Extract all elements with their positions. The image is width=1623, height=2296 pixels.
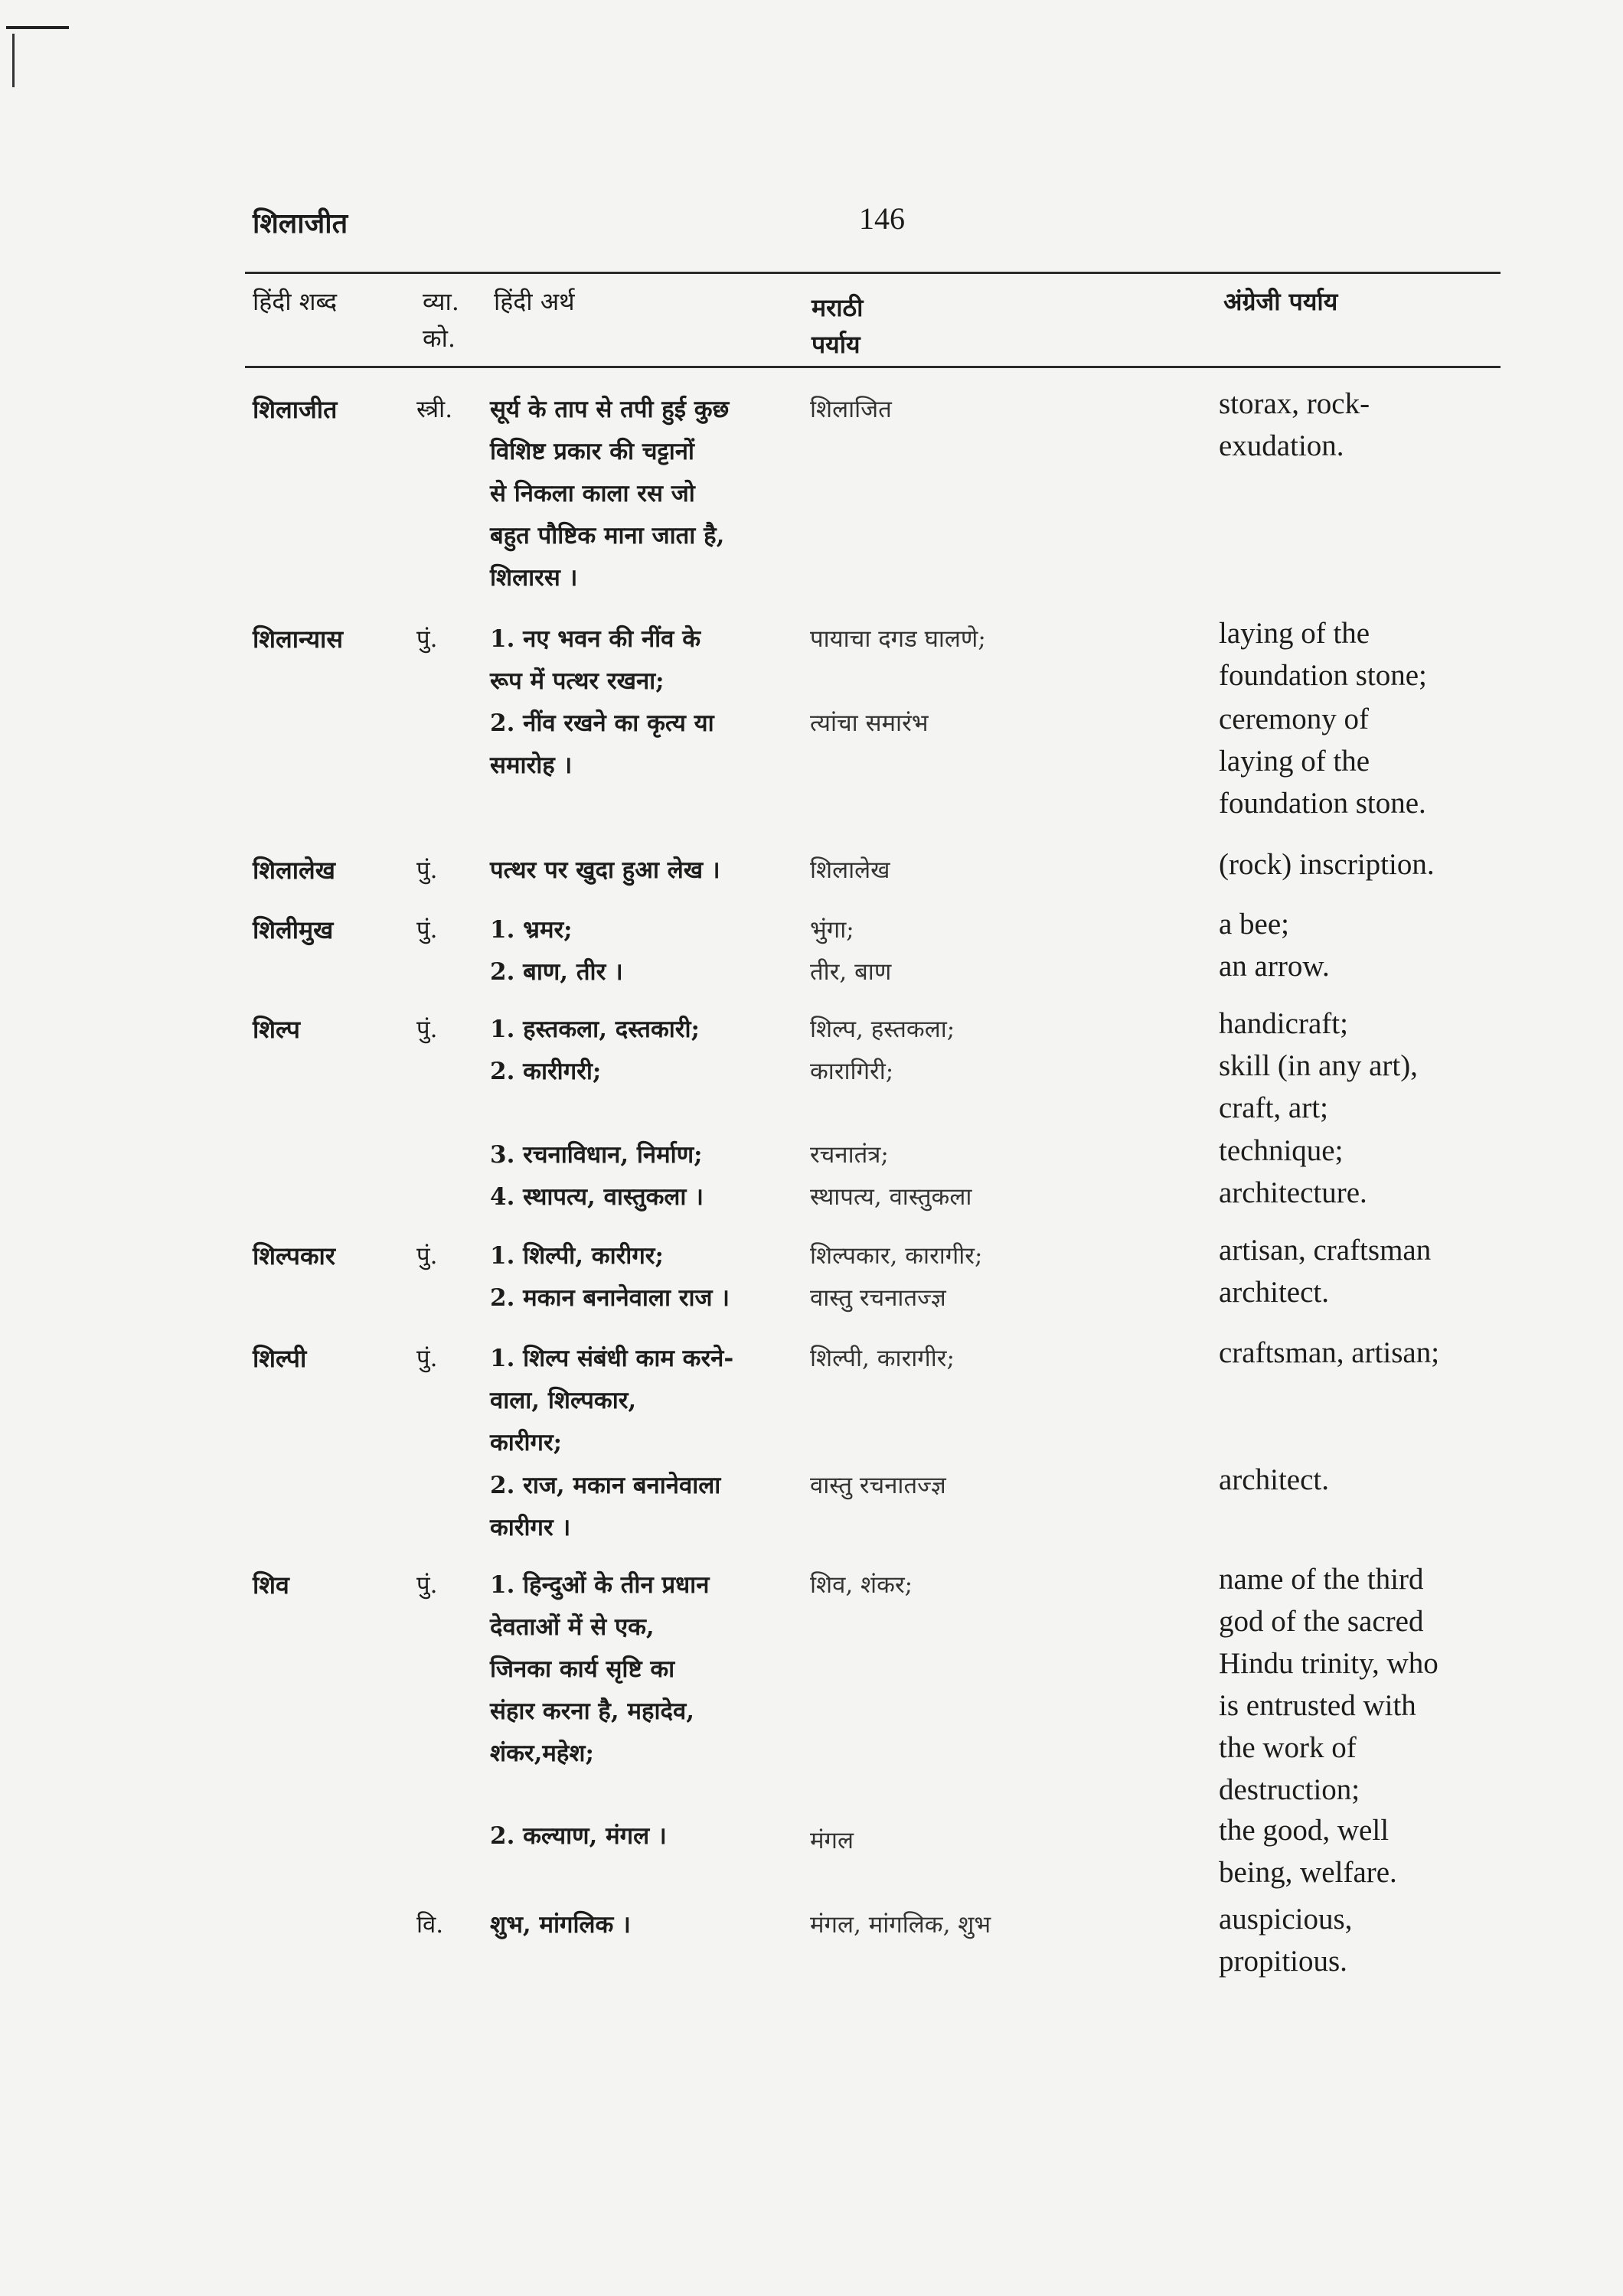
headword: शिलान्यास <box>253 625 343 654</box>
grammar-tag: पुं. <box>416 1016 438 1043</box>
headword: शिल्पकार <box>253 1241 335 1270</box>
hindi-meaning: 1. नए भवन की नींव के रूप में पत्थर रखना; <box>490 625 701 695</box>
english-equivalent: name of the third god of the sacred Hindu trinity, who is entrusted with the work of destruction; <box>1219 1563 1438 1806</box>
headword: शिलालेख <box>253 856 335 885</box>
column-header-hindi-word: हिंदी शब्द <box>253 287 338 316</box>
english-equivalent: technique; architecture. <box>1219 1134 1367 1209</box>
grammar-tag: स्त्री. <box>416 396 453 423</box>
page-number: 146 <box>859 201 905 236</box>
english-equivalent: architect. <box>1219 1463 1329 1496</box>
marathi-equivalent: शिल्पकार, कारागीर; वास्तु रचनातज्ज्ञ <box>810 1242 983 1312</box>
marathi-equivalent: शिल्पी, कारागीर; <box>810 1345 955 1372</box>
english-equivalent: a bee; an arrow. <box>1219 908 1330 983</box>
marathi-equivalent: मंगल <box>810 1827 854 1854</box>
marathi-equivalent: भुंगा; तीर, बाण <box>810 916 892 986</box>
hindi-meaning: 1. हस्तकला, दस्तकारी; 2. कारीगरी; <box>490 1016 700 1085</box>
grammar-tag: पुं. <box>416 1242 438 1270</box>
marathi-equivalent: वास्तु रचनातज्ज्ञ <box>810 1472 946 1499</box>
marathi-equivalent: पायाचा दगड घालणे; <box>810 625 986 653</box>
grammar-tag: वि. <box>416 1911 444 1939</box>
marathi-equivalent: शिलालेख <box>810 856 890 884</box>
grammar-tag: पुं. <box>416 1571 438 1599</box>
marathi-equivalent: रचनातंत्र; स्थापत्य, वास्तुकला <box>810 1141 972 1211</box>
running-header-word: शिलाजीत <box>253 207 348 240</box>
hindi-meaning: 3. रचनाविधान, निर्माण; 4. स्थापत्य, वास्तुकला । <box>490 1141 704 1211</box>
english-equivalent: craftsman, artisan; <box>1219 1336 1440 1369</box>
scan-edge-mark <box>6 26 69 29</box>
headword: शिल्पी <box>253 1344 307 1373</box>
table-header-rule <box>245 366 1501 368</box>
grammar-tag: पुं. <box>416 856 438 884</box>
hindi-meaning: शुभ, मांगलिक । <box>490 1911 631 1939</box>
marathi-equivalent: शिव, शंकर; <box>810 1571 913 1599</box>
english-equivalent: artisan, craftsman architect. <box>1219 1234 1432 1309</box>
table-top-rule <box>245 272 1501 274</box>
hindi-meaning: 1. हिन्दुओं के तीन प्रधान देवताओं में से एक, जिनका कार्य सृष्टि का संहार करना है, महादेव, शंकर,महेश; <box>490 1571 710 1767</box>
hindi-meaning: पत्थर पर खुदा हुआ लेख । <box>490 856 720 884</box>
hindi-meaning: सूर्य के ताप से तपी हुई कुछ विशिष्ट प्रकार की चट्टानों से निकला काला रस जो बहुत पौष्टिक माना जाता है, शिलारस । <box>490 396 730 592</box>
marathi-equivalent: मंगल, मांगलिक, शुभ <box>810 1911 991 1939</box>
headword: शिल्प <box>253 1015 300 1044</box>
english-equivalent: laying of the foundation stone; <box>1219 617 1427 692</box>
english-equivalent: auspicious, propitious. <box>1219 1903 1353 1978</box>
hindi-meaning: 2. नींव रखने का कृत्य या समारोह । <box>490 709 714 779</box>
hindi-meaning: 1. शिल्पी, कारीगर; 2. मकान बनानेवाला राज । <box>490 1242 730 1312</box>
hindi-meaning: 2. राज, मकान बनानेवाला कारीगर । <box>490 1472 721 1541</box>
column-header-grammar: व्या. को. <box>423 287 459 353</box>
english-equivalent: storax, rock- exudation. <box>1219 387 1370 462</box>
headword: शिलीमुख <box>253 915 334 944</box>
hindi-meaning: 2. कल्याण, मंगल । <box>490 1822 667 1850</box>
english-equivalent: (rock) inscription. <box>1219 848 1435 881</box>
marathi-equivalent: शिल्प, हस्तकला; कारागिरी; <box>810 1016 955 1085</box>
marathi-equivalent: शिलाजित <box>810 396 892 423</box>
scan-edge-mark-vertical <box>12 34 15 87</box>
column-header-english: अंग्रेजी पर्याय <box>1223 287 1338 316</box>
grammar-tag: पुं. <box>416 916 438 944</box>
marathi-equivalent: त्यांचा समारंभ <box>810 709 929 737</box>
headword: शिलाजीत <box>253 395 338 424</box>
column-header-marathi: मराठी पर्याय <box>812 293 864 359</box>
column-header-hindi-meaning: हिंदी अर्थ <box>494 287 575 316</box>
grammar-tag: पुं. <box>416 1345 438 1372</box>
english-equivalent: handicraft; skill (in any art), craft, art; <box>1219 1007 1418 1124</box>
english-equivalent: the good, well being, welfare. <box>1219 1814 1397 1889</box>
hindi-meaning: 1. शिल्प संबंधी काम करने- वाला, शिल्पकार, कारीगर; <box>490 1345 734 1456</box>
headword: शिव <box>253 1570 289 1600</box>
english-equivalent: ceremony of laying of the foundation stone. <box>1219 703 1426 820</box>
hindi-meaning: 1. भ्रमर; 2. बाण, तीर । <box>490 916 623 986</box>
grammar-tag: पुं. <box>416 625 438 653</box>
